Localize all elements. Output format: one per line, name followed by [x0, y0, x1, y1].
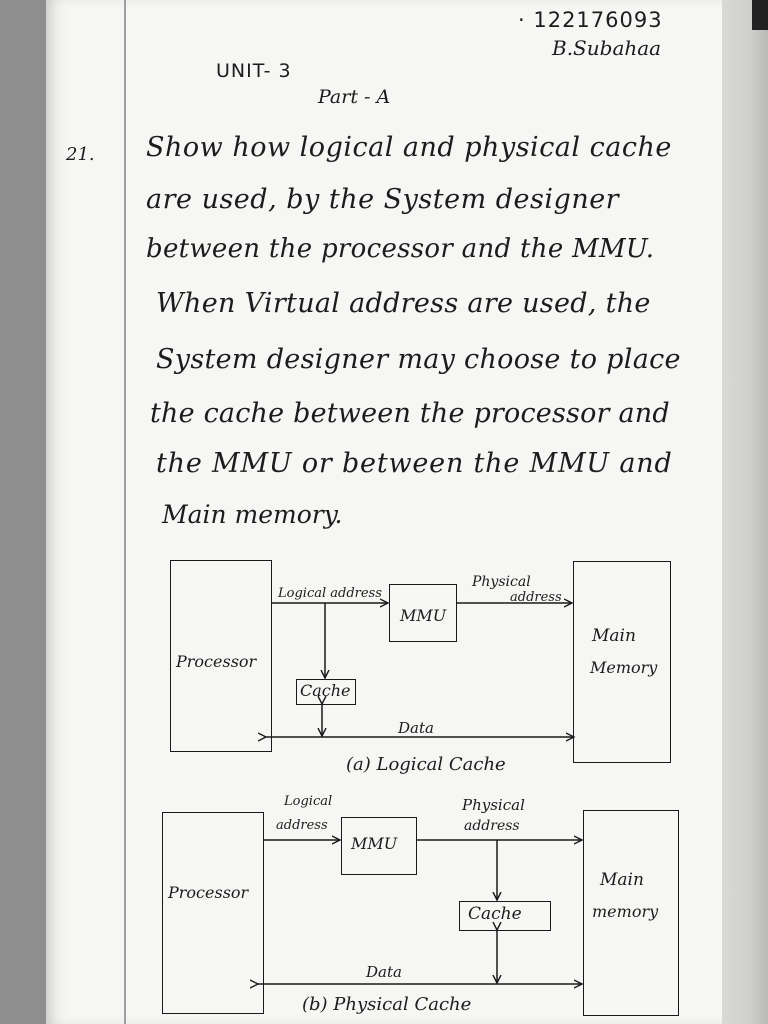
diagram-b-data-label: Data: [366, 963, 402, 981]
diagram-a-mmu-label: MMU: [400, 606, 447, 625]
diagram-b-logical-address-label-2: address: [276, 818, 328, 833]
diagram-a-data-label: Data: [398, 719, 434, 737]
diagram-a-main-memory-label-2: Memory: [590, 658, 658, 677]
diagram-a-physical-address-label-2: address: [510, 590, 562, 605]
question-line-1: Show how logical and physical cache: [146, 132, 672, 163]
unit-heading: UNIT- 3: [216, 60, 292, 82]
answer-line-2: System designer may choose to place: [156, 344, 681, 375]
diagram-a-main-memory-label-1: Main: [592, 626, 636, 646]
diagram-b-physical-address-label-1: Physical: [462, 796, 525, 814]
answer-line-5: Main memory.: [162, 500, 343, 529]
student-name: B.Subahaa: [552, 36, 662, 60]
diagram-b-mmu-label: MMU: [351, 834, 398, 853]
question-line-3: between the processor and the MMU.: [146, 234, 655, 264]
diagram-a-logical-address-label: Logical address: [278, 586, 382, 601]
diagram-b-logical-address-label-1: Logical: [284, 794, 333, 809]
margin-line: [124, 0, 126, 1024]
answer-line-3: the cache between the processor and: [150, 398, 670, 429]
answer-line-1: When Virtual address are used, the: [156, 288, 651, 319]
diagram-b-physical-address-label-2: address: [464, 818, 520, 834]
roll-number: · 122176093: [518, 8, 663, 32]
diagram-b-processor-box: [162, 812, 264, 1014]
diagram-b-main-memory-label-1: Main: [600, 870, 644, 890]
diagram-a-caption: (a) Logical Cache: [346, 754, 506, 775]
question-number: 21.: [66, 144, 95, 165]
diagram-b-processor-label: Processor: [168, 883, 249, 902]
diagram-b-cache-label: Cache: [468, 904, 522, 924]
binding-mark: [752, 0, 768, 30]
answer-line-4: the MMU or between the MMU and: [156, 448, 673, 479]
diagram-a-physical-address-label-1: Physical: [472, 574, 531, 590]
part-heading: Part - A: [318, 86, 391, 108]
diagram-b-caption: (b) Physical Cache: [302, 994, 472, 1015]
question-line-2: are used, by the System designer: [146, 184, 620, 215]
diagram-b-main-memory-label-2: memory: [592, 902, 659, 921]
diagram-a-processor-label: Processor: [176, 652, 257, 671]
page-edge-shadow: [722, 0, 768, 1024]
diagram-a-cache-label: Cache: [300, 681, 351, 700]
